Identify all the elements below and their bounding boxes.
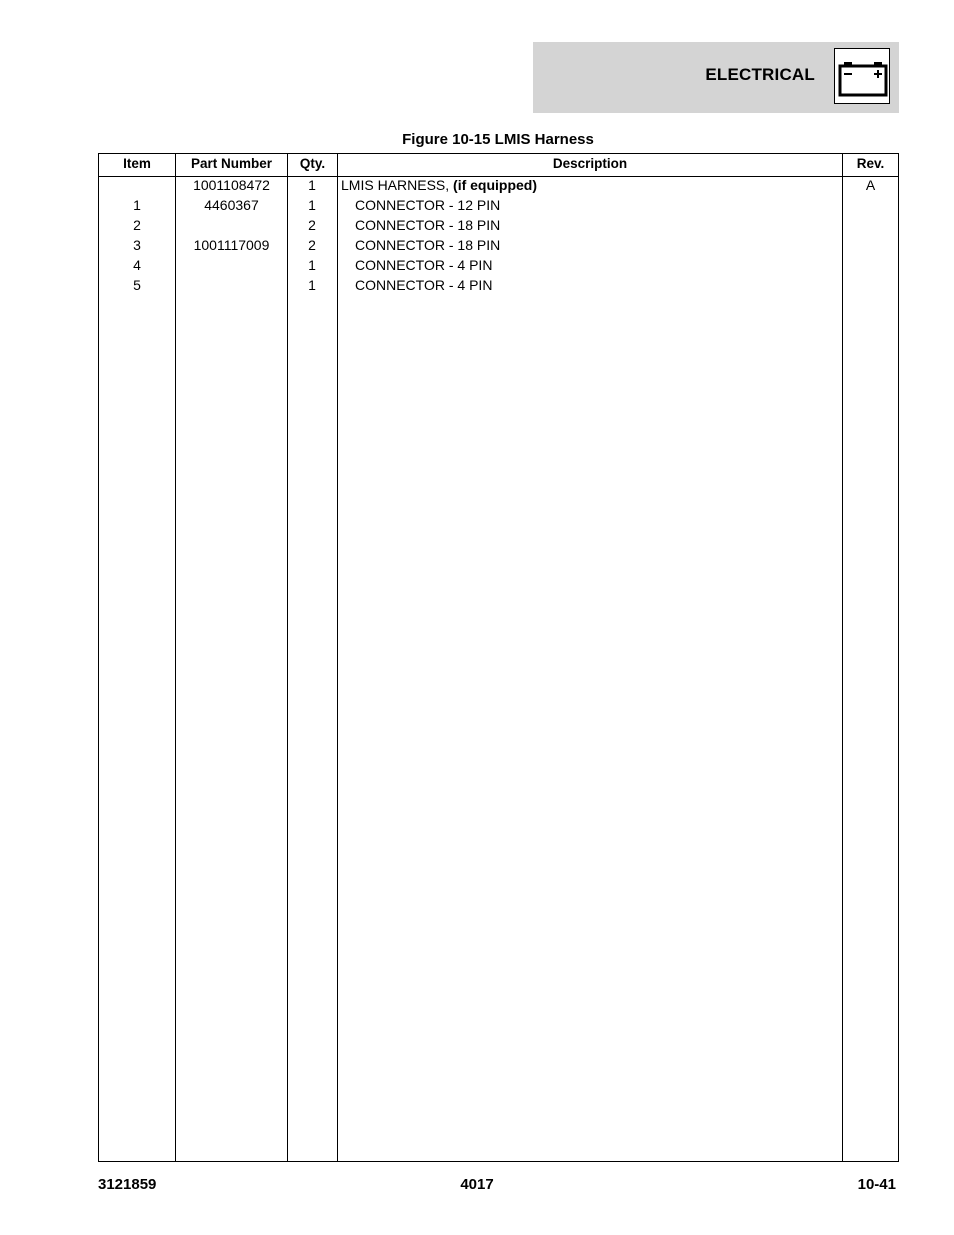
item-cell: 3 [133, 237, 141, 253]
item-cell [99, 175, 175, 195]
column-header-part-number: Part Number [190, 156, 273, 171]
qty-cell: 1 [308, 197, 316, 213]
description-cell: CONNECTOR - 18 PIN [355, 237, 501, 253]
description-text: LMIS HARNESS, [341, 177, 454, 193]
figure-title: Figure 10-15 LMIS Harness [402, 131, 594, 148]
description-cell: CONNECTOR - 12 PIN [355, 197, 501, 213]
footer-model: 4017 [460, 1176, 494, 1193]
item-cell: 4 [133, 257, 141, 273]
qty-cell: 1 [308, 277, 316, 293]
column-divider [287, 154, 288, 1161]
part-number-cell [176, 215, 287, 235]
table-row [99, 195, 898, 215]
item-cell: 5 [133, 277, 141, 293]
part-number-cell: 1001108472 [193, 177, 270, 193]
part-number-cell: 1001117009 [193, 237, 270, 253]
table-row [99, 175, 898, 195]
column-divider [842, 154, 843, 1161]
table-row [99, 275, 898, 295]
description-cell: CONNECTOR - 4 PIN [355, 277, 493, 293]
column-header-rev: Rev. [856, 156, 885, 171]
table-row [99, 215, 898, 235]
description-cell: CONNECTOR - 4 PIN [355, 257, 493, 273]
qty-cell: 1 [308, 257, 316, 273]
rev-cell [843, 255, 898, 275]
rev-cell: A [865, 177, 876, 193]
column-header-description: Description [552, 156, 628, 171]
rev-cell [843, 215, 898, 235]
item-cell: 2 [133, 217, 141, 233]
part-number-cell [176, 275, 287, 295]
parts-table [98, 153, 899, 1162]
part-number-cell: 4460367 [204, 197, 259, 213]
section-title: ELECTRICAL [705, 65, 815, 84]
rev-cell [843, 195, 898, 215]
part-number-cell [176, 255, 287, 275]
footer-page-number: 10-41 [857, 1176, 896, 1193]
column-divider [337, 154, 338, 1161]
footer-doc-number: 3121859 [98, 1176, 157, 1193]
battery-icon [834, 48, 890, 104]
description-cell: CONNECTOR - 18 PIN [355, 217, 501, 233]
section-header [533, 42, 899, 113]
qty-cell: 1 [308, 177, 316, 193]
qty-cell: 2 [308, 237, 316, 253]
column-header-qty: Qty. [299, 156, 326, 171]
table-row [99, 255, 898, 275]
table-row [99, 235, 898, 255]
rev-cell [843, 235, 898, 255]
qty-cell: 2 [308, 217, 316, 233]
description-note: (if equipped) [453, 177, 538, 193]
column-header-item: Item [123, 156, 151, 171]
item-cell: 1 [133, 197, 141, 213]
description-cell [341, 175, 841, 195]
rev-cell [843, 275, 898, 295]
column-divider [175, 154, 176, 1161]
